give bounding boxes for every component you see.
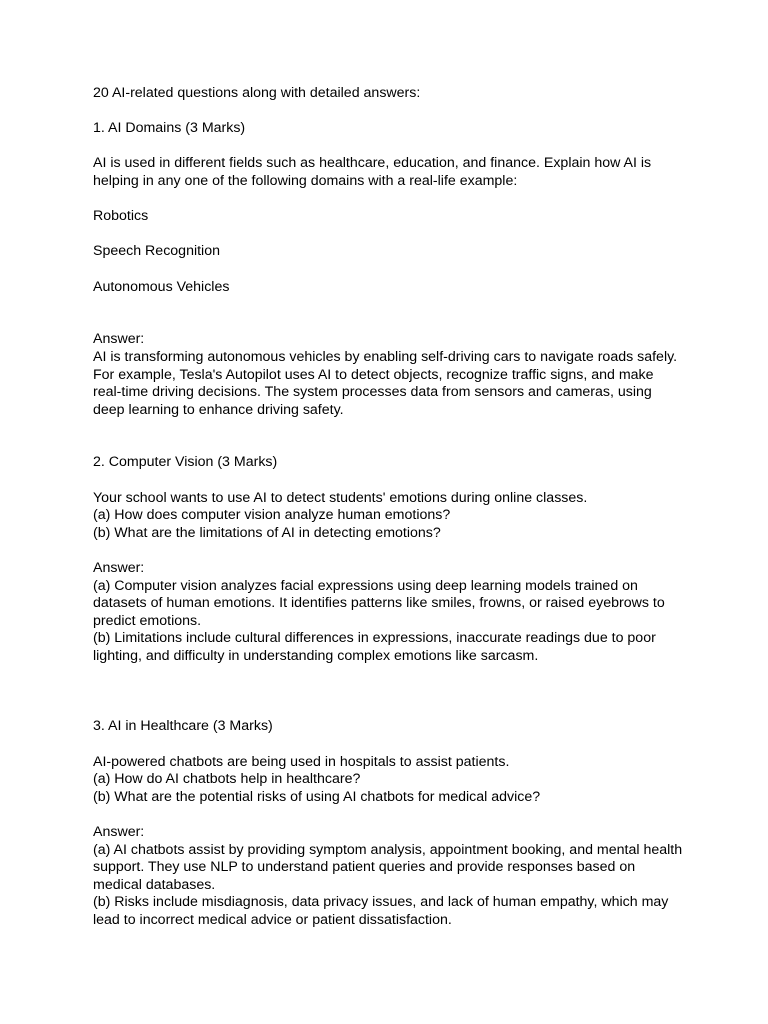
q3-answer-a: (a) AI chatbots assist by providing symptom analysis, appointment booking, and mental health support. They use NLP to understand patient queries and provide responses based on medical databases. <box>93 841 687 893</box>
q2-part-a: (a) How does computer vision analyze human emotions? <box>93 507 451 524</box>
q3-heading: 3. AI in Healthcare (3 Marks) <box>93 718 273 735</box>
q1-option-robotics: Robotics <box>93 208 149 225</box>
q3-answer-b: (b) Risks include misdiagnosis, data privacy issues, and lack of human empathy, which may lead to incorrect medical advice or patient dissatisfaction. <box>93 894 673 928</box>
document-body <box>93 85 687 930</box>
q3-prompt: AI-powered chatbots are being used in hospitals to assist patients. <box>93 753 510 770</box>
q2-answer-label: Answer: <box>93 560 145 577</box>
q2-part-b: (b) What are the limitations of AI in detecting emotions? <box>93 524 441 541</box>
q1-option-speech-recognition: Speech Recognition <box>93 243 220 260</box>
q1-prompt: AI is used in different fields such as healthcare, education, and finance. Explain how AI is helping in any one of the following domains with a real-life example: <box>93 155 656 189</box>
q1-heading: 1. AI Domains (3 Marks) <box>93 120 246 137</box>
q3-part-a: (a) How do AI chatbots help in healthcare? <box>93 771 361 788</box>
q2-heading: 2. Computer Vision (3 Marks) <box>93 454 278 471</box>
q1-answer: AI is transforming autonomous vehicles by enabling self-driving cars to navigate roads safely. For example, Tesla's Autopilot uses AI to detect objects, recognize traffic signs, and make real-time driving decisions. The system processes data from sensors and cameras, using deep learning to enhance driving safety. <box>93 348 682 418</box>
q2-prompt: Your school wants to use AI to detect students' emotions during online classes. <box>93 489 588 506</box>
document-intro: 20 AI-related questions along with detailed answers: <box>93 85 421 101</box>
q2-answer-a: (a) Computer vision analyzes facial expressions using deep learning models trained on datasets of human emotions. It identifies patterns like smiles, frowns, or raised eyebrows to predict emotions. <box>93 577 669 629</box>
q3-part-b: (b) What are the potential risks of using AI chatbots for medical advice? <box>93 788 541 805</box>
q3-answer-label: Answer: <box>93 823 145 840</box>
q1-answer-label: Answer: <box>93 331 145 348</box>
q1-option-autonomous-vehicles: Autonomous Vehicles <box>93 278 230 295</box>
q2-answer-b: (b) Limitations include cultural differences in expressions, inaccurate readings due to poor lighting, and difficulty in understanding complex emotions like sarcasm. <box>93 630 660 664</box>
